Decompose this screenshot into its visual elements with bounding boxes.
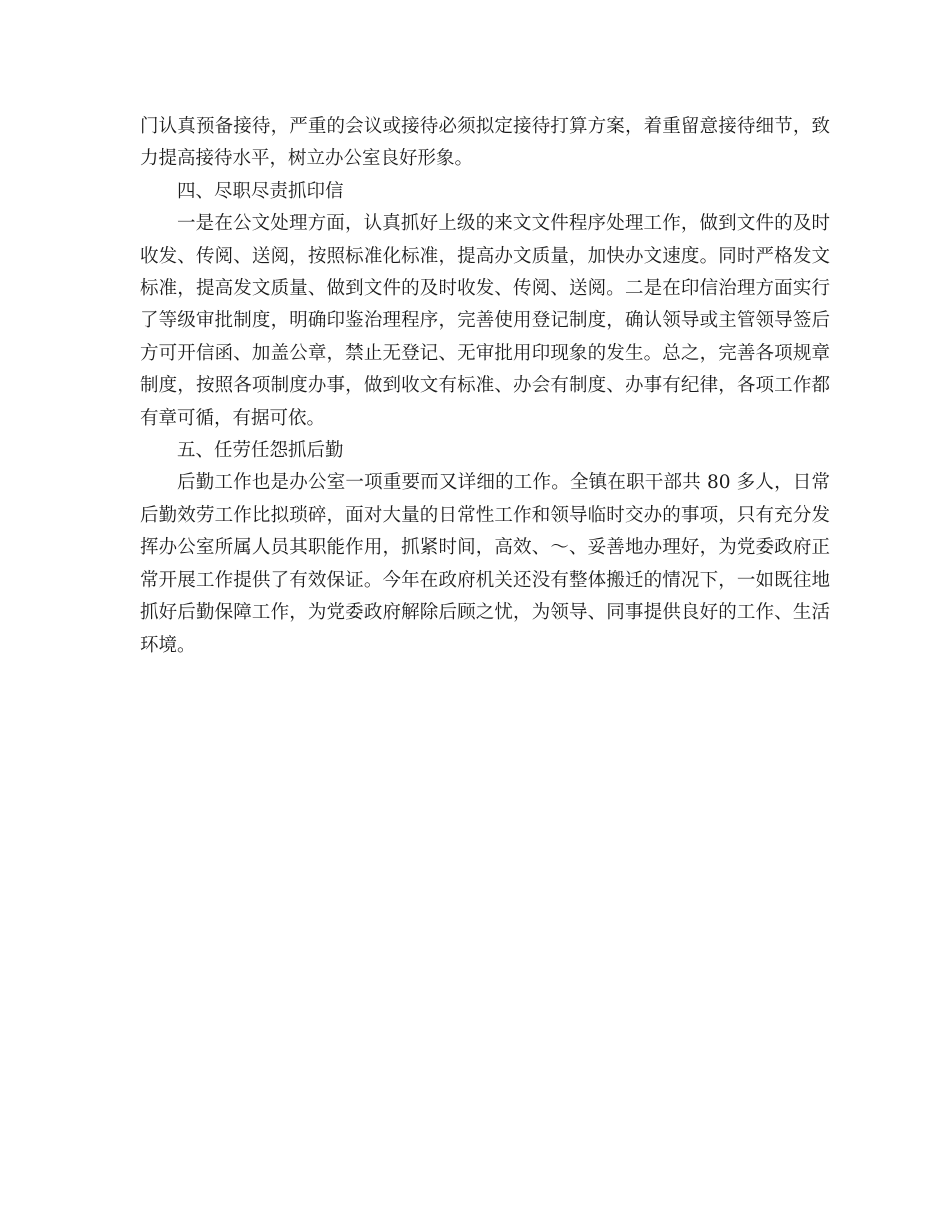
paragraph-seals: 一是在公文处理方面，认真抓好上级的来文文件程序处理工作，做到文件的及时收发、传阅、送阅，按照标准化标准，提高办文质量，加快办文速度。同时严格发文标准，提高发文质量、做到文件的及时收发、传阅、送阅。二是在印信治理方面实行了等级审批制度，明确印鉴治理程序，完善使用登记制度，确认领导或主管领导签后方可开信函、加盖公章，禁止无登记、无审批用印现象的发生。总之，完善各项规章制度，按照各项制度办事，做到收文有标准、办会有制度、办事有纪律，各项工作都有章可循，有据可依。 <box>140 213 830 429</box>
paragraph-logistics: 后勤工作也是办公室一项重要而又详细的工作。全镇在职干部共 80 多人，日常后勤效劳工作比拟琐碎，面对大量的日常性工作和领导临时交办的事项，只有充分发挥办公室所属人员其职能作用，抓紧时间，高效、～、妥善地办理好，为党委政府正常开展工作提供了有效保证。今年在政府机关还没有整体搬迁的情况下，一如既往地抓好后勤保障工作，为党委政府解除后顾之忧，为领导、同事提供良好的工作、生活环境。 <box>140 472 830 656</box>
paragraph-reception-continued: 门认真预备接待，严重的会议或接待必须拟定接待打算方案，着重留意接待细节，致力提高接待水平，树立办公室良好形象。 <box>140 116 830 170</box>
section-heading-seals: 四、尽职尽责抓印信 <box>177 180 344 202</box>
document-body <box>140 111 830 662</box>
section-heading-logistics: 五、任劳任怨抓后勤 <box>177 440 344 462</box>
